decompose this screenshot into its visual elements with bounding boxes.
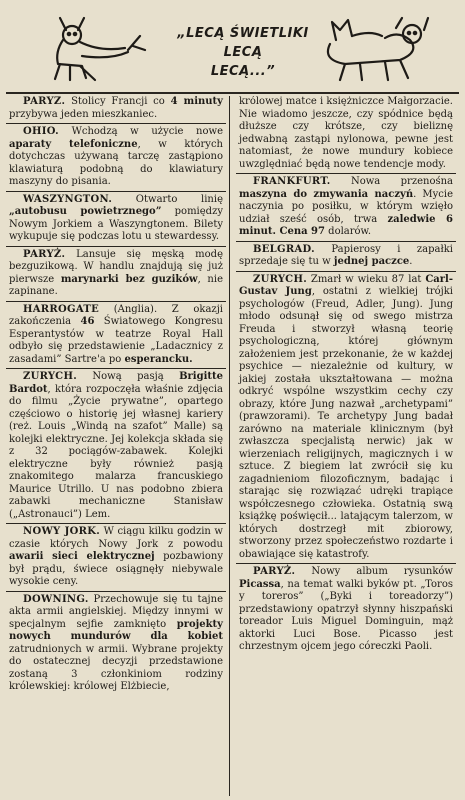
left-creature-drawing	[55, 18, 145, 80]
body-text: , ostatni z wielkiej trójki psychologów (Freud, Adler, Jung). Jung młodo odsunął się od swego mistrza Freuda i stworzył własną teorię psychologiczną, której głównym założeniem jest przekonanie, że w każdej psychice — niezależnie od kultury, w jakiej została ukształtowana — można odkryć wspólne wszystkim cechy czy obrazy, które Jung nazwał „archetypami” (prawzorami). Te archetypy Jung badał zarówno na materiale klinicznym (był zwłaszcza specjalistą nerwic) jak w wierzeniach religijnych, magicznych i w sztuce. Z biegiem lat zwrócił się ku zagadnieniom filozoficznym, badając i starając się rozwiązać udręki trapiące współczesnego człowieka. Ostatnią swą książkę poświęcił... latającym talerzom, w których dostrzegł mit zbiorowy, stworzony przez społeczeństwo rozdarte i obawiające się katastrofy.	[239, 286, 453, 560]
body-text: królowej matce i księżniczce Małgorzacie. Nie wiadomo jeszcze, czy spódnice będą dłuższe czy krótsze, czy bieliznę jedwabną zastąpi nylonowa, pewne jest natomiast, że nowe mundury kobiece uwzględniać będą nowe tendencje mody.	[239, 96, 453, 170]
news-item	[6, 523, 226, 591]
highlight-text: aparaty telefoniczne	[9, 138, 138, 150]
body-text: .	[409, 256, 413, 267]
dateline: HARROGATE	[23, 303, 100, 315]
title-line-3: LECĄ...”	[210, 64, 276, 79]
news-item	[236, 241, 456, 271]
news-item	[236, 563, 456, 656]
highlight-text: zaledwie 6 minut. Cena 97	[239, 213, 453, 237]
dateline: PARYŻ.	[23, 248, 66, 260]
news-item	[6, 96, 226, 123]
news-item	[6, 191, 226, 246]
column-title	[168, 24, 318, 81]
body-text: , która rozpoczęła właśnie zdjęcia do filmu „Życie prywatne”, opartego częściowo o historię jej własnej kariery (reż. Louis „Windą na szafot” Malle) są kolejki elektryczne. Jej kolekcja składa się z 32 pociągów-zabawek. Kolejki elektryczne były również pasją znakomitego malarza francuskiego Maurice Utrillo. U nas podobno zbiera zabawki mechaniczne Stanisław („Astronauci”) Lem.	[9, 383, 223, 520]
dateline: DOWNING.	[23, 593, 89, 605]
body-text: przybywa jeden mieszkaniec.	[9, 108, 158, 120]
body-text: W ciągu kilku godzin w czasie których Nowy Jork z powodu	[9, 526, 223, 550]
news-item	[236, 96, 456, 173]
body-text: dolarów.	[324, 226, 372, 237]
body-text: Nową pasją	[76, 371, 180, 382]
body-text: pomiędzy Nowym Jorkiem a Waszyngtonem. Bilety wykupuje się podczas lotu u stewardessy.	[9, 206, 223, 242]
news-item	[6, 591, 226, 696]
highlight-text: awarii sieci elektrycznej	[9, 551, 155, 562]
title-line-1: „LECĄ ŚWIETLIKI	[177, 26, 309, 41]
body-text: Stolicy Francji co	[65, 96, 171, 107]
highlight-text: Brigitte Bardot	[9, 371, 223, 395]
dateline: PARYŻ.	[23, 96, 66, 107]
highlight-text: Picassa	[239, 578, 281, 590]
news-item	[6, 301, 226, 369]
dateline: PARYŻ.	[253, 566, 296, 577]
news-item	[236, 173, 456, 241]
news-item	[6, 246, 226, 301]
body-text: , w których dotychczas używaną tarczę zastąpiono klawiaturą podobną do klawiatury maszyny do pisania.	[9, 138, 223, 187]
dateline: FRANKFURT.	[253, 176, 331, 187]
dateline: WASZYNGTON.	[23, 193, 113, 205]
highlight-text: esperancku.	[124, 353, 193, 365]
highlight-text: maszyna do zmywania naczyń	[239, 188, 414, 200]
dateline: BELGRAD.	[253, 243, 315, 255]
body-text: Lansuje się męską modę bezguzikową. W handlu znajdują się już pierwsze	[9, 248, 223, 285]
title-line-2: LECĄ	[223, 45, 263, 60]
news-item	[6, 368, 226, 523]
news-item	[6, 123, 226, 191]
page-header	[0, 0, 465, 88]
body-text: . Mycie naczynia po posiłku, w którym wzięło udział sześć osób, trwa	[239, 188, 453, 225]
news-item	[236, 271, 456, 564]
body-text: , na temat walki byków pt. „Toros y toreros” („Byki i toreadorzy”) przedstawiony opatrzył słynny hiszpański toreador Luis Miguel Dominguin, mąż aktorki Luci Bose. Picasso jest chrzestnym ojcem jego córeczki Paoli.	[239, 578, 453, 652]
highlight-text: marynarki bez guzików	[60, 273, 198, 285]
highlight-text: 46	[80, 316, 95, 327]
left-column	[6, 96, 226, 796]
body-text: Wchodzą w użycie nowe	[58, 126, 223, 137]
body-text: Światowego Kongresu Esperantystów w teatrze Royal Hall odbyło się przedstawienie „Ladacznicy z zasadami” Sartre'a po	[9, 316, 223, 365]
body-text: , nie zapinane.	[9, 273, 223, 297]
body-text: pozbawiony był prądu, świece osiągnęły niebywale wysokie ceny.	[9, 551, 223, 587]
body-text: Papierosy i zapałki sprzedaje się tu w	[239, 243, 453, 267]
body-text: (Anglia). Z okazji zakończenia	[9, 303, 223, 327]
body-text: zatrudnionych w armii. Wybrane projekty do ostatecznej decyzji przedstawione zostaną 3 członkiniom rodziny królewskiej: królowej Elżbiecie,	[9, 643, 223, 692]
highlight-text: projekty nowych mundurów dla kobiet	[9, 618, 223, 642]
dateline: NOWY JORK.	[23, 526, 101, 537]
body-text: Nowa przenośna	[330, 176, 453, 187]
top-rule	[6, 92, 459, 94]
highlight-text: „autobusu powietrznego”	[9, 206, 162, 217]
body-text: Otwarto linię	[112, 193, 223, 205]
dateline: OHIO.	[23, 126, 59, 137]
dateline: ZURYCH.	[23, 371, 77, 382]
right-column	[236, 96, 456, 796]
right-creature-drawing	[328, 18, 428, 80]
highlight-text: Carl-Gustav Jung	[239, 273, 453, 297]
body-text: Zmarł w wieku 87 lat	[306, 273, 426, 285]
highlight-text: 4 minuty	[170, 96, 223, 107]
body-text: Nowy album rysunków	[295, 566, 453, 577]
column-divider	[229, 96, 230, 796]
dateline: ZURYCH.	[253, 273, 307, 285]
highlight-text: jednej paczce	[333, 256, 410, 267]
body-text: Przechowuje się tu tajne akta armii angielskiej. Między innymi w specjalnym sejfie zamknięto	[9, 593, 223, 630]
